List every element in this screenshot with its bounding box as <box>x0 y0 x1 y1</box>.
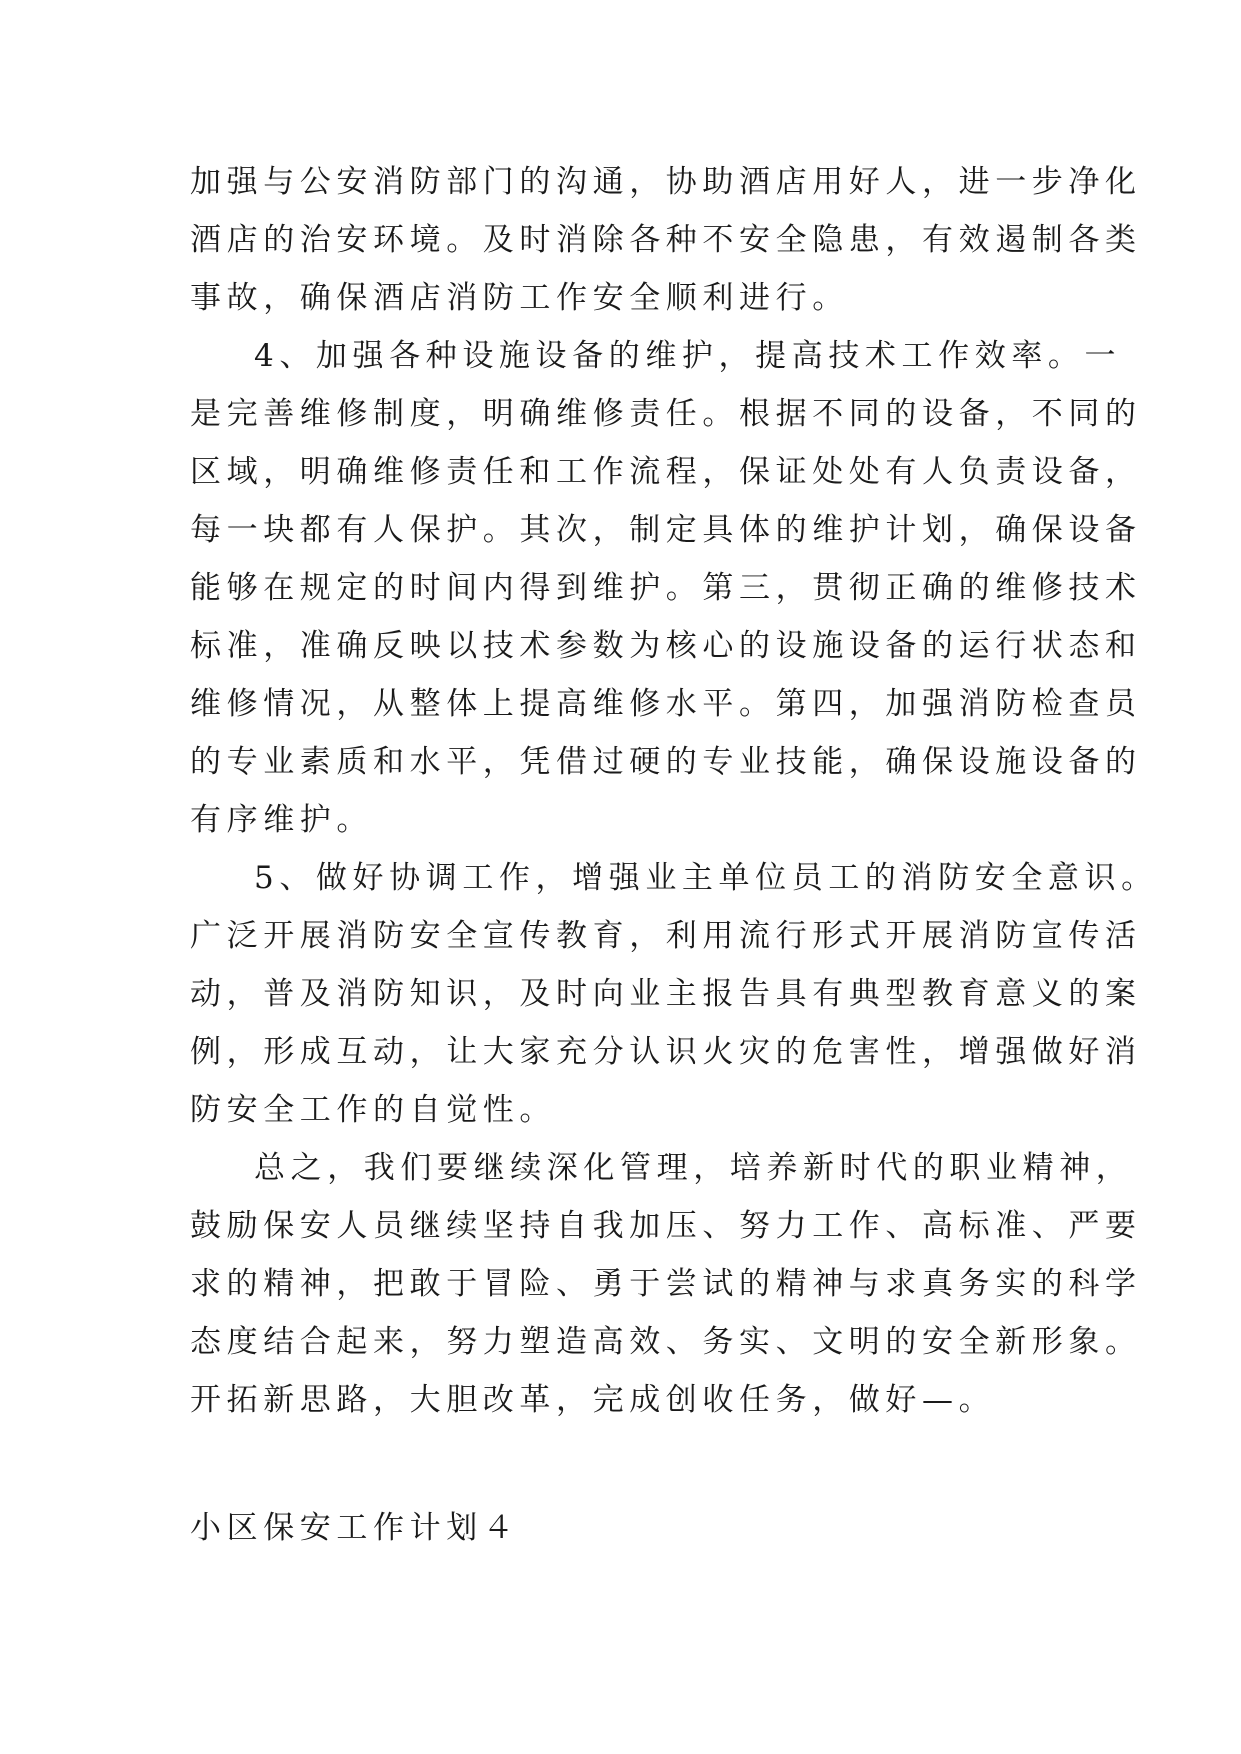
text-line: 有序维护。 <box>190 802 373 838</box>
text-line: 广泛开展消防安全宣传教育，利用流行形式开展消防宣传活 <box>190 918 1142 954</box>
text-line: 区域，明确维修责任和工作流程，保证处处有人负责设备， <box>190 454 1142 490</box>
section-heading: 小区保安工作计划４ <box>190 1510 520 1546</box>
text-line: 每一块都有人保护。其次，制定具体的维护计划，确保设备 <box>190 512 1142 548</box>
paragraph-start-line: 5、做好协调工作，增强业主单位员工的消防安全意识。 <box>254 860 1158 896</box>
text-line: 能够在规定的时间内得到维护。第三，贯彻正确的维修技术 <box>190 570 1142 606</box>
text-line: 事故，确保酒店消防工作安全顺利进行。 <box>190 280 849 316</box>
text-line: 例，形成互动，让大家充分认识火灾的危害性，增强做好消 <box>190 1034 1142 1070</box>
text-line: 鼓励保安人员继续坚持自我加压、努力工作、高标准、严要 <box>190 1208 1142 1244</box>
text-line: 的专业素质和水平，凭借过硬的专业技能，确保设施设备的 <box>190 744 1142 780</box>
paragraph-start-line: 总之，我们要继续深化管理，培养新时代的职业精神， <box>254 1150 1133 1186</box>
text-line: 加强与公安消防部门的沟通，协助酒店用好人，进一步净化 <box>190 164 1142 200</box>
text-line: 维修情况，从整体上提高维修水平。第四，加强消防检查员 <box>190 686 1142 722</box>
text-line: 动，普及消防知识，及时向业主报告具有典型教育意义的案 <box>190 976 1142 1012</box>
text-line: 防安全工作的自觉性。 <box>190 1092 556 1128</box>
text-line: 酒店的治安环境。及时消除各种不安全隐患，有效遏制各类 <box>190 222 1142 258</box>
text-line: 求的精神，把敢于冒险、勇于尝试的精神与求真务实的科学 <box>190 1266 1142 1302</box>
text-line: 标准，准确反映以技术参数为核心的设施设备的运行状态和 <box>190 628 1142 664</box>
document-body <box>190 153 1158 1429</box>
text-line: 开拓新思路，大胆改革，完成创收任务，做好—。 <box>190 1382 996 1418</box>
text-line: 态度结合起来，努力塑造高效、务实、文明的安全新形象。 <box>190 1324 1142 1360</box>
paragraph-start-line: 4、加强各种设施设备的维护，提高技术工作效率。一 <box>254 338 1122 374</box>
text-line: 是完善维修制度，明确维修责任。根据不同的设备，不同的 <box>190 396 1142 432</box>
